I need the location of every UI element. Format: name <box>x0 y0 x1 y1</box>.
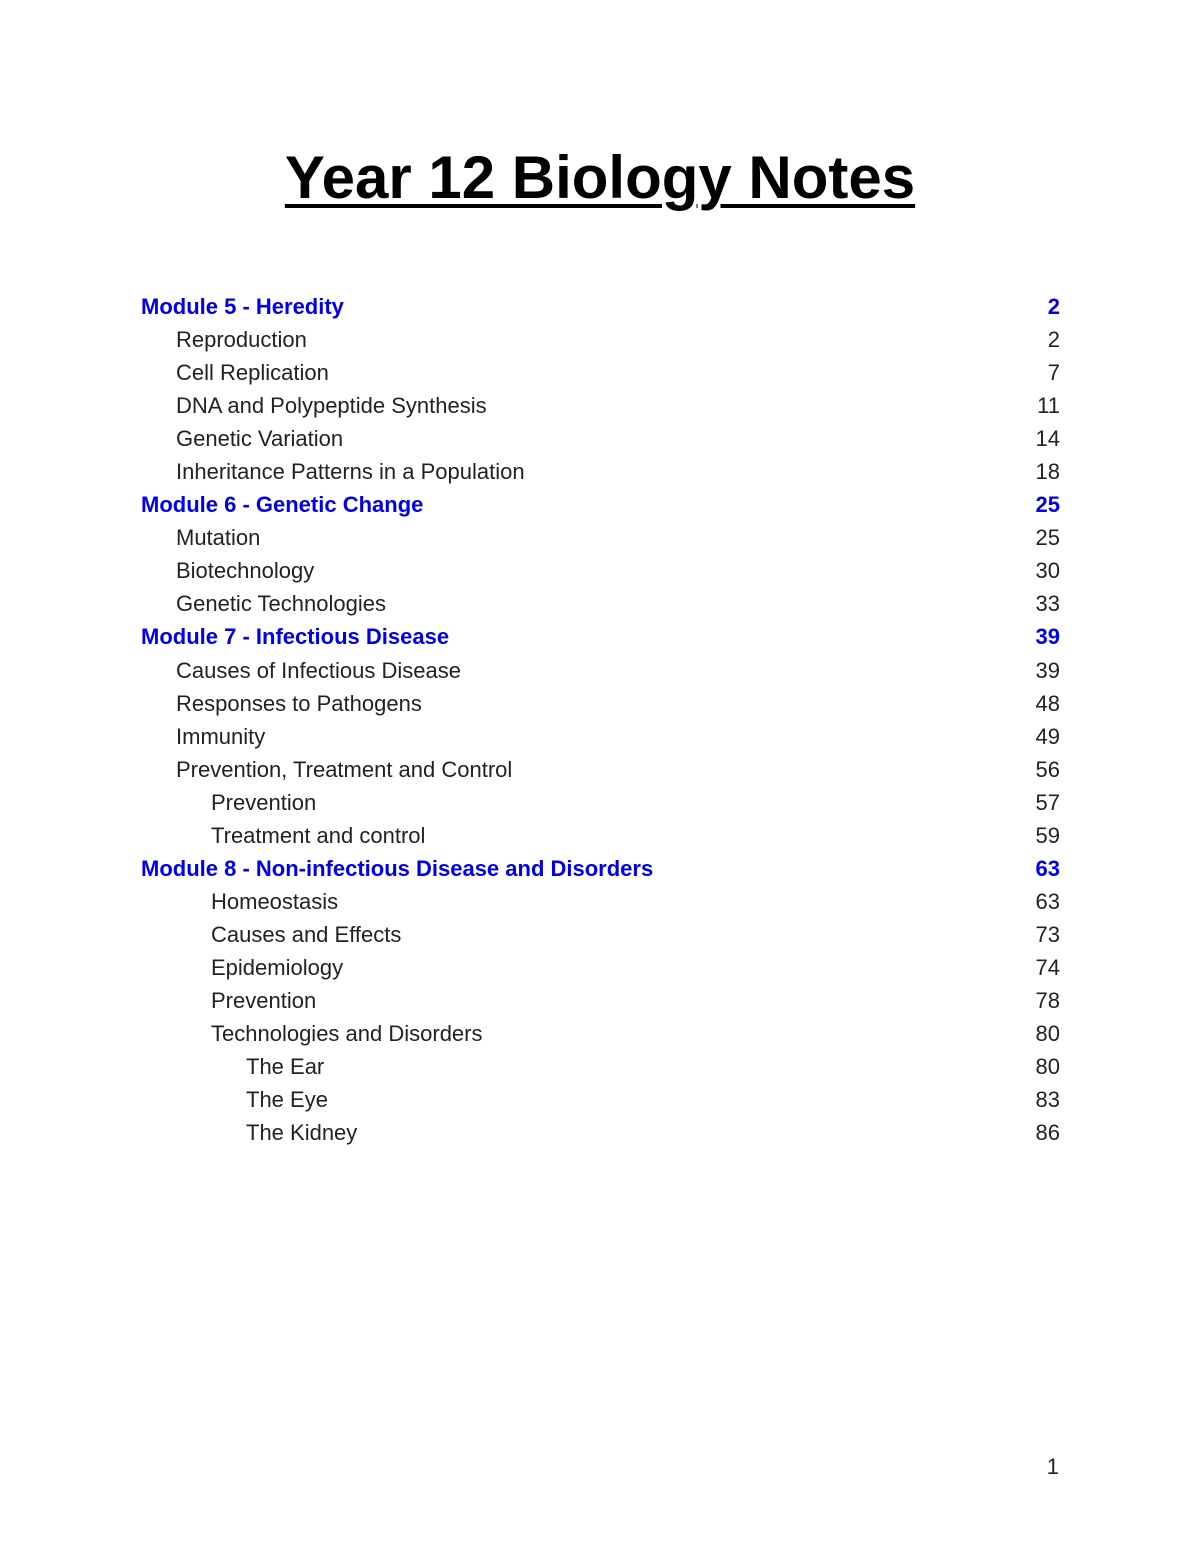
toc-entry-page-number: 86 <box>1035 1120 1060 1146</box>
toc-entry-page-number: 80 <box>1035 1021 1060 1047</box>
toc-entry-label: Treatment and control <box>211 822 426 848</box>
toc-entry-label: Homeostasis <box>211 888 339 914</box>
toc-entry-link[interactable] <box>141 323 1060 356</box>
toc-entry-link[interactable] <box>141 356 1060 389</box>
toc-entry-link[interactable] <box>141 389 1060 422</box>
toc-entry-link[interactable] <box>141 554 1060 587</box>
toc-entry-page-number: 73 <box>1035 921 1060 947</box>
page-title <box>0 138 1200 218</box>
toc-entry-label: Prevention, Treatment and Control <box>176 756 513 782</box>
toc-entry-link[interactable] <box>141 885 1060 918</box>
toc-entry-link[interactable] <box>141 951 1060 984</box>
page-number: 1 <box>1046 1454 1059 1479</box>
toc-entry-link[interactable] <box>141 819 1060 852</box>
toc-entry-page-number: 74 <box>1035 954 1060 980</box>
toc-entry-page-number: 83 <box>1035 1087 1060 1113</box>
toc-entry-page-number: 56 <box>1035 756 1060 782</box>
toc-entry-page-number: 78 <box>1035 988 1060 1013</box>
toc-entry-label: Genetic Technologies <box>176 591 386 617</box>
toc-entry-page-number: 11 <box>1037 393 1060 419</box>
toc-entry-label: DNA and Polypeptide Synthesis <box>176 393 487 419</box>
toc-entry-page-number: 49 <box>1035 723 1060 749</box>
toc-entry-label: Immunity <box>176 723 266 749</box>
toc-entry-label: Module 5 - Heredity <box>141 294 344 320</box>
toc-module-link[interactable] <box>141 488 1060 521</box>
toc-entry-page-number: 39 <box>1035 624 1060 650</box>
toc-entry-label: The Eye <box>246 1087 328 1113</box>
toc-entry-link[interactable] <box>141 422 1060 455</box>
toc-entry-label: Prevention <box>211 789 317 815</box>
toc-entry-link[interactable] <box>141 918 1060 951</box>
toc-entry-page-number: 25 <box>1035 525 1060 551</box>
toc-entry-page-number: 59 <box>1035 822 1060 848</box>
toc-entry-label: Reproduction <box>176 327 307 353</box>
toc-entry-label: Causes and Effects <box>211 921 402 947</box>
toc-entry-label: Module 7 - Infectious Disease <box>141 624 450 650</box>
toc-entry-page-number: 30 <box>1035 558 1060 584</box>
toc-entry-label: Module 8 - Non-infectious Disease and Disorders <box>141 855 654 881</box>
toc-entry-label: The Kidney <box>246 1120 358 1146</box>
toc-entry-link[interactable] <box>141 654 1060 687</box>
toc-entry-link[interactable] <box>141 1083 1060 1116</box>
page-title-text: Year 12 Biology Notes <box>284 144 916 211</box>
toc-entry-page-number: 57 <box>1035 789 1060 815</box>
toc-entry-page-number: 18 <box>1035 459 1060 485</box>
toc-entry-link[interactable] <box>141 1116 1060 1149</box>
toc-module-link[interactable] <box>141 620 1060 653</box>
toc-entry-label: Genetic Variation <box>176 426 344 452</box>
toc-entry-page-number: 39 <box>1035 657 1060 683</box>
toc-entry-link[interactable] <box>141 753 1060 786</box>
toc-module-link[interactable] <box>141 290 1060 323</box>
table-of-contents <box>141 290 1060 1149</box>
toc-entry-label: Causes of Infectious Disease <box>176 657 461 683</box>
toc-entry-link[interactable] <box>141 521 1060 554</box>
toc-entry-page-number: 25 <box>1035 492 1060 518</box>
toc-entry-label: Inheritance Patterns in a Population <box>176 459 525 485</box>
toc-entry-label: Prevention <box>211 988 317 1013</box>
toc-entry-link[interactable] <box>141 455 1060 488</box>
toc-entry-page-number: 7 <box>1047 360 1060 386</box>
toc-entry-link[interactable] <box>141 687 1060 720</box>
toc-entry-link[interactable] <box>141 1050 1060 1083</box>
toc-entry-label: The Ear <box>246 1054 325 1080</box>
toc-entry-label: Module 6 - Genetic Change <box>141 492 424 518</box>
toc-entry-label: Biotechnology <box>176 558 315 584</box>
toc-entry-label: Cell Replication <box>176 360 329 386</box>
toc-entry-page-number: 33 <box>1035 591 1060 617</box>
toc-entry-label: Mutation <box>176 525 261 551</box>
toc-entry-link[interactable] <box>141 720 1060 753</box>
toc-entry-link[interactable] <box>141 984 1060 1017</box>
toc-entry-label: Responses to Pathogens <box>176 690 422 716</box>
toc-entry-link[interactable] <box>141 587 1060 620</box>
toc-entry-page-number: 63 <box>1035 888 1060 914</box>
toc-entry-page-number: 80 <box>1035 1054 1060 1080</box>
toc-entry-page-number: 14 <box>1035 426 1060 452</box>
toc-entry-label: Technologies and Disorders <box>211 1021 483 1047</box>
toc-module-link[interactable] <box>141 852 1060 885</box>
toc-entry-page-number: 63 <box>1035 855 1060 881</box>
toc-entry-link[interactable] <box>141 1017 1060 1050</box>
toc-entry-page-number: 2 <box>1047 294 1060 320</box>
toc-entry-link[interactable] <box>141 786 1060 819</box>
toc-entry-label: Epidemiology <box>211 954 344 980</box>
toc-entry-page-number: 48 <box>1035 690 1060 716</box>
toc-entry-page-number: 2 <box>1047 327 1060 353</box>
